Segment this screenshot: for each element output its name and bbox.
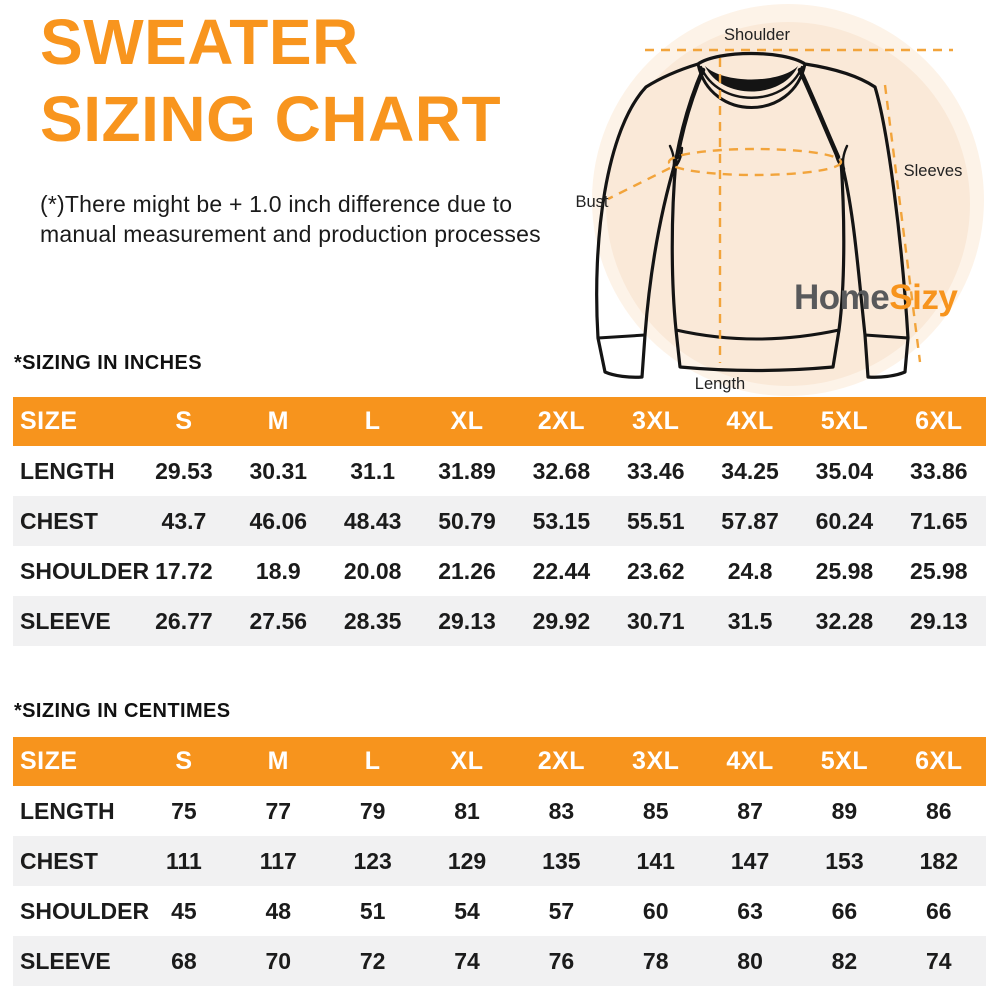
measurement-value: 45 — [171, 897, 197, 924]
column-header-4xl: 4XL — [703, 397, 797, 446]
column-header-l: L — [325, 397, 419, 446]
table-header-row — [13, 397, 986, 446]
disclaimer-line1: (*)There might be + 1.0 inch difference due to — [40, 191, 513, 217]
measurement-value: 33.86 — [910, 457, 968, 484]
measurement-value: 153 — [825, 847, 864, 874]
measurement-value: 34.25 — [721, 457, 779, 484]
measurement-value: 51 — [359, 897, 386, 924]
measurement-value: 82 — [831, 947, 858, 974]
measurement-value: 135 — [542, 847, 581, 874]
measurement-value: 43.7 — [161, 507, 207, 534]
column-header-s: S — [137, 397, 231, 446]
measurement-value: 182 — [919, 847, 958, 874]
column-header-5xl: 5XL — [797, 397, 891, 446]
measurement-value: 25.98 — [910, 557, 968, 584]
measurement-label: LENGTH — [20, 457, 115, 484]
column-header-6xl: 6XL — [892, 397, 986, 446]
column-header-3xl: 3XL — [609, 397, 703, 446]
measurement-value: 20.08 — [343, 557, 402, 584]
measurement-value: 60.24 — [815, 507, 874, 534]
table-row-sleeve — [13, 596, 986, 646]
measurement-value: 86 — [926, 797, 952, 824]
measurement-value: 29.92 — [532, 607, 591, 634]
measurement-value: 147 — [730, 847, 770, 874]
measurement-label: CHEST — [20, 507, 98, 534]
column-header-s: S — [137, 737, 231, 786]
shoulder-label: Shoulder — [723, 26, 791, 44]
measurement-value: 87 — [737, 797, 763, 824]
bust-label: Bust — [575, 193, 609, 211]
centimes-section-title: *SIZING IN CENTIMES — [14, 700, 231, 722]
table-row-length — [13, 446, 986, 496]
inches-section-title: *SIZING IN INCHES — [14, 352, 202, 374]
centimes-size-table — [13, 737, 986, 986]
disclaimer-line2: manual measurement and production processes — [40, 221, 541, 247]
measurement-value: 31.89 — [438, 457, 496, 484]
inches-size-table — [13, 397, 986, 646]
measurement-value: 74 — [454, 947, 480, 974]
measurement-value: 60 — [642, 897, 669, 924]
measurement-value: 32.68 — [532, 457, 591, 484]
measurement-value: 32.28 — [815, 607, 874, 634]
measurement-value: 35.04 — [815, 457, 874, 484]
measurement-value: 24.8 — [727, 557, 773, 584]
column-header-m: M — [231, 397, 325, 446]
measurement-value: 18.9 — [255, 557, 301, 584]
measurement-value: 78 — [642, 947, 669, 974]
measurement-value: 33.46 — [626, 457, 685, 484]
measurement-value: 74 — [926, 947, 952, 974]
measurement-value: 123 — [353, 847, 392, 874]
table-row-chest — [13, 496, 986, 546]
column-header-m: M — [231, 737, 325, 786]
table-row-length — [13, 786, 986, 836]
measurement-label: LENGTH — [20, 797, 115, 824]
column-header-xl: XL — [420, 737, 514, 786]
measurement-label: SHOULDER — [20, 557, 150, 584]
measurement-value: 117 — [259, 847, 297, 874]
measurement-value: 30.71 — [626, 607, 685, 634]
measurement-value: 85 — [642, 797, 669, 824]
column-header-l: L — [325, 737, 419, 786]
sweater-diagram — [558, 0, 1000, 398]
measurement-value: 29.13 — [438, 607, 496, 634]
measurement-value: 63 — [737, 897, 763, 924]
measurement-value: 48.43 — [343, 507, 402, 534]
column-header-2xl: 2XL — [514, 737, 608, 786]
measurement-value: 26.77 — [155, 607, 213, 634]
measurement-value: 79 — [359, 797, 386, 824]
measurement-label: SHOULDER — [20, 897, 150, 924]
measurement-value: 53.15 — [532, 507, 591, 534]
column-header-2xl: 2XL — [514, 397, 608, 446]
measurement-value: 76 — [548, 947, 575, 974]
measurement-value: 27.56 — [249, 607, 308, 634]
column-header-xl: XL — [420, 397, 514, 446]
measurement-value: 81 — [454, 797, 480, 824]
measurement-value: 66 — [926, 897, 952, 924]
measurement-value: 83 — [548, 797, 575, 824]
measurement-value: 77 — [265, 797, 292, 824]
measurement-value: 29.53 — [155, 457, 213, 484]
column-header-size: SIZE — [13, 397, 137, 446]
page-title — [40, 4, 501, 158]
table-row-sleeve — [13, 936, 986, 986]
column-header-size: SIZE — [13, 737, 137, 786]
measurement-value: 111 — [166, 847, 202, 874]
measurement-value: 89 — [831, 797, 858, 824]
measurement-value: 21.26 — [438, 557, 496, 584]
measurement-value: 68 — [171, 947, 197, 974]
table-row-chest — [13, 836, 986, 886]
measurement-value: 17.72 — [155, 557, 213, 584]
measurement-value: 54 — [454, 897, 480, 924]
measurement-value: 57 — [548, 897, 575, 924]
measurement-value: 80 — [737, 947, 763, 974]
measurement-value: 48 — [265, 897, 292, 924]
measurement-value: 50.79 — [438, 507, 496, 534]
measurement-value: 66 — [831, 897, 858, 924]
column-header-5xl: 5XL — [797, 737, 891, 786]
measurement-value: 23.62 — [626, 557, 685, 584]
measurement-value: 70 — [265, 947, 292, 974]
measurement-value: 30.31 — [249, 457, 308, 484]
measurement-value: 22.44 — [532, 557, 591, 584]
measurement-label: CHEST — [20, 847, 98, 874]
page-title-line1: SWEATER — [40, 6, 359, 78]
column-header-6xl: 6XL — [892, 737, 986, 786]
column-header-4xl: 4XL — [703, 737, 797, 786]
measurement-value: 141 — [636, 847, 675, 874]
table-header-row — [13, 737, 986, 786]
homesizy-logo — [794, 278, 958, 317]
measurement-value: 55.51 — [626, 507, 685, 534]
measurement-value: 46.06 — [249, 507, 308, 534]
page-title-line2: SIZING CHART — [40, 83, 502, 155]
measurement-label: SLEEVE — [20, 607, 111, 634]
logo-part-sizy: Sizy — [889, 278, 958, 317]
disclaimer-text — [40, 189, 541, 249]
length-label: Length — [694, 375, 746, 393]
measurement-value: 72 — [359, 947, 386, 974]
sleeves-label: Sleeves — [903, 162, 963, 180]
logo-part-home: Home — [794, 278, 890, 317]
measurement-label: SLEEVE — [20, 947, 111, 974]
measurement-value: 29.13 — [910, 607, 968, 634]
measurement-value: 31.5 — [727, 607, 773, 634]
table-row-shoulder — [13, 886, 986, 936]
table-row-shoulder — [13, 546, 986, 596]
measurement-value: 57.87 — [721, 507, 779, 534]
measurement-value: 75 — [171, 797, 197, 824]
column-header-3xl: 3XL — [609, 737, 703, 786]
measurement-value: 31.1 — [350, 457, 396, 484]
measurement-value: 25.98 — [815, 557, 874, 584]
measurement-value: 129 — [447, 847, 487, 874]
measurement-value: 28.35 — [343, 607, 402, 634]
measurement-value: 71.65 — [910, 507, 968, 534]
